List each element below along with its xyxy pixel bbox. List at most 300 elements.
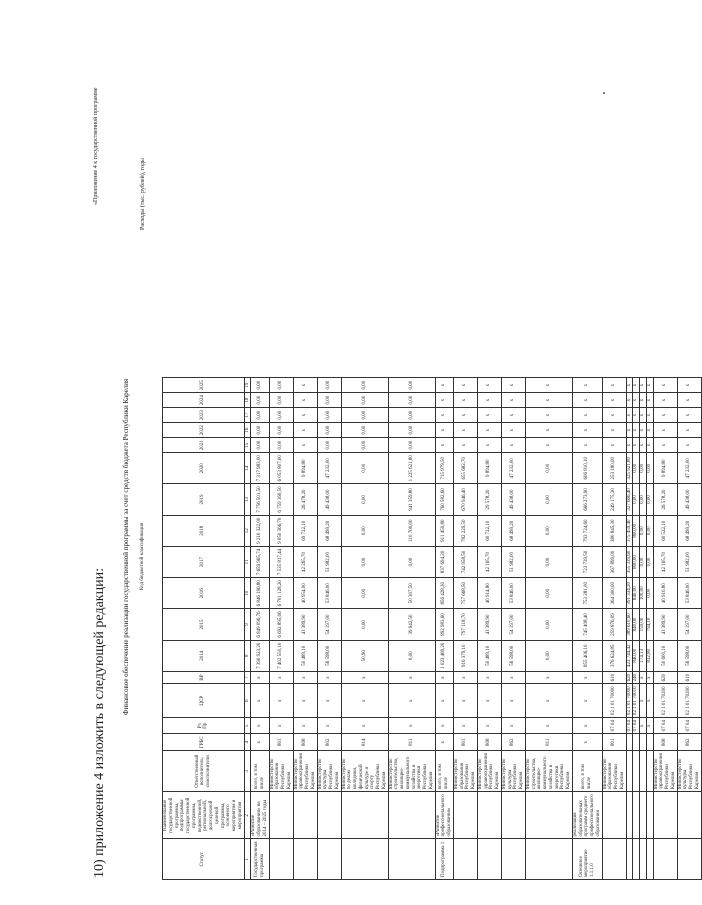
cell-amount: 53 846,00 xyxy=(677,578,701,609)
table-row xyxy=(633,378,640,880)
cell-amount: 0,00 xyxy=(341,438,388,453)
cell-exec xyxy=(633,751,640,792)
cell-amount: 0,00 xyxy=(269,438,293,453)
cell-amount: 794,10 xyxy=(646,609,653,640)
cell-amount: 0,00 xyxy=(341,578,388,609)
cell-amount: х xyxy=(453,408,477,423)
cell-amount: 47 232,00 xyxy=(501,453,525,484)
cell-amount: 782 229,50 xyxy=(453,515,477,546)
cell-csr: х xyxy=(388,684,435,718)
cell-amount: 0,00 xyxy=(646,484,653,515)
column-number-cell: 3 xyxy=(244,751,251,792)
cell-rzpr: х xyxy=(477,718,501,734)
cell-amount: 0,00 xyxy=(525,640,572,671)
cell-amount: 68 499,20 xyxy=(317,515,341,546)
cell-name xyxy=(653,792,677,839)
table-body xyxy=(251,378,701,880)
cell-vr: х xyxy=(572,671,602,684)
cell-amount: 51 982,00 xyxy=(677,546,701,577)
cell-amount: х xyxy=(626,378,633,393)
column-number-cell: 9 xyxy=(244,609,251,640)
header-csr: ЦСР xyxy=(163,684,245,718)
cell-status xyxy=(525,839,572,880)
cell-vr: х xyxy=(341,671,388,684)
cell-amount: 715 979,50 xyxy=(435,453,453,484)
cell-csr: х xyxy=(525,684,572,718)
cell-vr: х xyxy=(477,671,501,684)
cell-name: «Развитие профессионального образования» xyxy=(435,792,453,839)
cell-amount: х xyxy=(640,408,647,423)
cell-amount: х xyxy=(646,438,653,453)
cell-amount: 0,00 xyxy=(640,453,647,484)
cell-grbs: х xyxy=(572,734,602,751)
cell-rzpr: х xyxy=(572,718,602,734)
cell-rzpr: х xyxy=(251,718,269,734)
cell-amount: 0,00 xyxy=(341,393,388,408)
cell-amount: х xyxy=(677,408,701,423)
cell-amount: 0,00 xyxy=(525,515,572,546)
cell-amount: 0,00 xyxy=(388,393,435,408)
cell-amount: 7 659 965,74 xyxy=(251,546,269,577)
header-status: Статус xyxy=(163,839,245,880)
cell-amount: 0,00 xyxy=(251,438,269,453)
cell-amount: 50 307,50 xyxy=(388,578,435,609)
cell-name xyxy=(317,792,341,839)
cell-amount: х xyxy=(435,378,453,393)
cell-amount: 50 489,10 xyxy=(477,640,501,671)
cell-amount: 0,00 xyxy=(633,453,640,484)
table-row xyxy=(653,378,677,880)
cell-grbs: 808 xyxy=(293,734,317,751)
cell-amount: 391 334,20 xyxy=(626,578,633,609)
cell-amount: 911 450,80 xyxy=(435,515,453,546)
cell-amount: 0,00 xyxy=(388,408,435,423)
cell-amount: 56 598,00 xyxy=(317,640,341,671)
column-number-cell: 13 xyxy=(244,484,251,515)
cell-amount: 0,00 xyxy=(388,423,435,438)
cell-vr: х xyxy=(501,671,525,684)
cell-amount: х xyxy=(501,423,525,438)
cell-amount: 0,00 xyxy=(341,546,388,577)
cell-grbs: х xyxy=(435,734,453,751)
cell-status: Государственная программа xyxy=(251,839,269,880)
cell-amount: 7 535 817,44 xyxy=(269,546,293,577)
column-number-cell: 10 xyxy=(244,578,251,609)
column-number-cell: 17 xyxy=(244,408,251,423)
cell-amount: 757 668,50 xyxy=(453,578,477,609)
cell-name: реализация образовательных программ среднего профессионального образования xyxy=(572,792,602,839)
cell-amount: 7 390 923,20 xyxy=(251,640,269,671)
table-header-row xyxy=(163,378,245,880)
cell-name xyxy=(525,792,572,839)
cell-exec xyxy=(646,751,653,792)
cell-amount: х xyxy=(293,378,317,393)
cell-rzpr: 07 04 xyxy=(626,718,633,734)
cell-amount: 941 359,80 xyxy=(388,484,435,515)
cell-amount: 797 118,70 xyxy=(453,609,477,640)
cell-amount: х xyxy=(626,423,633,438)
cell-amount: 41 389,90 xyxy=(477,609,501,640)
cell-grbs: 801 xyxy=(602,734,626,751)
cell-amount: х xyxy=(640,393,647,408)
cell-grbs: 808 xyxy=(477,734,501,751)
cell-grbs xyxy=(640,734,647,751)
cell-exec: Министерство культуры Республики Карелия xyxy=(317,751,341,792)
cell-csr: х xyxy=(317,684,341,718)
cell-amount: 606 810,10 xyxy=(572,453,602,484)
cell-grbs: 808 xyxy=(653,734,677,751)
cell-amount: 9 894,80 xyxy=(653,453,677,484)
cell-status xyxy=(677,839,701,880)
column-number-row xyxy=(244,378,251,880)
cell-amount: 249 175,30 xyxy=(602,484,626,515)
cell-grbs: 862 xyxy=(677,734,701,751)
cell-amount: 840,00 xyxy=(633,609,640,640)
cell-amount: 0,00 xyxy=(317,423,341,438)
cell-exec: Министерство здравоохранения Республики Карелия xyxy=(653,751,677,792)
cell-status: Подпрограмма 1 xyxy=(435,839,453,880)
cell-amount: х xyxy=(640,438,647,453)
cell-amount: 800,00 xyxy=(633,515,640,546)
cell-amount: 666 273,90 xyxy=(572,484,602,515)
cell-status xyxy=(293,839,317,880)
cell-amount: 253 180,00 xyxy=(602,453,626,484)
cell-vr: х xyxy=(251,671,269,684)
cell-amount: 26 478,20 xyxy=(293,484,317,515)
document-title: Финансовое обеспечение реализации государственной программы за счет средств бюджета Республики Карелия xyxy=(122,378,130,715)
cell-rzpr: х xyxy=(501,718,525,734)
cell-amount: 159,00 xyxy=(640,609,647,640)
cell-csr: 02 1 01 70000 xyxy=(626,684,633,718)
cell-amount: х xyxy=(453,378,477,393)
cell-amount: х xyxy=(626,408,633,423)
cell-amount: 0,00 xyxy=(269,378,293,393)
cell-amount: 51 982,00 xyxy=(501,546,525,577)
cell-amount: х xyxy=(653,423,677,438)
cell-amount: 375 459,40 xyxy=(626,515,633,546)
cell-amount: 7 756 501,50 xyxy=(251,484,269,515)
cell-vr: 610 xyxy=(602,671,626,684)
cell-amount: х xyxy=(453,438,477,453)
scan-speck xyxy=(603,92,605,94)
cell-amount: 837 694,20 xyxy=(435,546,453,577)
table-row xyxy=(640,378,647,880)
cell-vr: х xyxy=(388,671,435,684)
cell-amount: 47 232,00 xyxy=(677,453,701,484)
cell-amount: х xyxy=(477,393,501,408)
cell-grbs: 802 xyxy=(317,734,341,751)
cell-amount: 42 165,70 xyxy=(477,546,501,577)
header-year: 2024 xyxy=(163,393,245,408)
cell-amount: 0,00 xyxy=(341,408,388,423)
cell-grbs: 801 xyxy=(453,734,477,751)
cell-amount: 174,13 xyxy=(640,640,647,671)
cell-csr: х xyxy=(435,684,453,718)
cell-amount: 856 428,30 xyxy=(435,578,453,609)
cell-amount: 53 846,00 xyxy=(317,578,341,609)
cell-amount: х xyxy=(653,378,677,393)
cell-amount: х xyxy=(572,438,602,453)
cell-amount: х xyxy=(653,393,677,408)
cell-amount: х xyxy=(677,438,701,453)
header-year: 2025 xyxy=(163,378,245,393)
cell-amount: х xyxy=(293,438,317,453)
cell-amount: х xyxy=(677,378,701,393)
cell-vr: х xyxy=(269,671,293,684)
cell-amount: 26 578,20 xyxy=(653,484,677,515)
header-year: 2023 xyxy=(163,408,245,423)
cell-vr: 620 xyxy=(626,671,633,684)
cell-name xyxy=(602,792,626,839)
cell-amount: 0,00 xyxy=(388,640,435,671)
cell-name xyxy=(477,792,501,839)
table-row xyxy=(501,378,525,880)
cell-amount: х xyxy=(435,438,453,453)
table-row xyxy=(388,378,435,880)
cell-amount: 655 682,70 xyxy=(453,453,477,484)
cell-amount: 0,00 xyxy=(388,378,435,393)
cell-amount: 9 894,80 xyxy=(477,453,501,484)
cell-amount: 325 921,80 xyxy=(626,453,633,484)
cell-amount: 6 759 160,50 xyxy=(269,484,293,515)
cell-csr: 02 1 01 70200 xyxy=(677,684,701,718)
cell-amount: х xyxy=(293,423,317,438)
cell-amount: 40 954,00 xyxy=(293,578,317,609)
cell-grbs xyxy=(626,734,633,751)
cell-amount: 376 624,85 xyxy=(602,640,626,671)
cell-amount: х xyxy=(602,393,626,408)
table-row xyxy=(525,378,572,880)
cell-amount: 6 849 096,76 xyxy=(251,609,269,640)
cell-amount: х xyxy=(640,378,647,393)
cell-amount: 355 339,60 xyxy=(626,546,633,577)
column-number-cell: 16 xyxy=(244,423,251,438)
cell-name xyxy=(341,792,388,839)
cell-amount: 760 582,60 xyxy=(435,484,453,515)
cell-status: Основное мероприятие 1.1.1.0 xyxy=(572,839,602,880)
cell-amount: 6 846 196,80 xyxy=(251,578,269,609)
cell-grbs: 811 xyxy=(388,734,435,751)
cell-amount: 0,00 xyxy=(251,408,269,423)
cell-amount: 380 845,30 xyxy=(602,515,626,546)
table-row xyxy=(251,378,269,880)
cell-amount: х xyxy=(525,438,572,453)
cell-amount: х xyxy=(477,378,501,393)
cell-amount: 670 946,40 xyxy=(453,484,477,515)
cell-exec: Министерство здравоохранения Республики Карелия xyxy=(477,751,501,792)
cell-name xyxy=(646,792,653,839)
header-year: 2021 xyxy=(163,438,245,453)
cell-amount: 9 210 322,00 xyxy=(251,515,269,546)
cell-amount: х xyxy=(477,408,501,423)
cell-amount: 40 914,80 xyxy=(477,578,501,609)
cell-exec: всего, в том числе xyxy=(251,751,269,792)
cell-amount: 53 846,00 xyxy=(501,578,525,609)
cell-amount: 0,00 xyxy=(640,515,647,546)
cell-amount: х xyxy=(646,393,653,408)
cell-vr: х xyxy=(435,671,453,684)
table-row xyxy=(269,378,293,880)
cell-exec: Министерство по делам молодежи, физической культуре и спорту Республики Карелия xyxy=(341,751,388,792)
cell-amount: х xyxy=(477,423,501,438)
cell-rzpr: х xyxy=(341,718,388,734)
appendix-label: «Приложение 4 к государственной программе xyxy=(93,87,99,205)
cell-amount: 6 701 128,20 xyxy=(269,578,293,609)
header-year: 2014 xyxy=(163,640,245,671)
header-rzpr: Рз Пр xyxy=(163,718,245,734)
table-row xyxy=(453,378,477,880)
cell-amount: 50,90 xyxy=(341,640,388,671)
cell-amount: 327 666,40 xyxy=(626,484,633,515)
cell-amount: 723 739,50 xyxy=(572,546,602,577)
cell-amount: 49 438,00 xyxy=(677,484,701,515)
table-row xyxy=(477,378,501,880)
cell-amount: 0,00 xyxy=(341,378,388,393)
cell-amount: 753 281,00 xyxy=(572,578,602,609)
cell-amount: 840,00 xyxy=(633,578,640,609)
cell-rzpr: х xyxy=(317,718,341,734)
cell-exec: всего, в том числе xyxy=(435,751,453,792)
cell-grbs: 862 xyxy=(501,734,525,751)
cell-amount: х xyxy=(633,423,640,438)
cell-amount: х xyxy=(453,423,477,438)
cell-amount: 367 899,00 xyxy=(602,546,626,577)
cell-amount: х xyxy=(501,378,525,393)
cell-csr: х xyxy=(501,684,525,718)
cell-name xyxy=(388,792,435,839)
cell-name xyxy=(501,792,525,839)
cell-amount: 389 610,60 xyxy=(626,609,633,640)
cell-vr: 620 xyxy=(653,671,677,684)
column-number-cell: 1 xyxy=(244,839,251,880)
cell-amount: х xyxy=(640,423,647,438)
cell-amount: 793 724,60 xyxy=(572,515,602,546)
column-number-cell: 2 xyxy=(244,792,251,839)
table-row xyxy=(317,378,341,880)
cell-name: «Развитие образования» на 2014 – 2025 годы xyxy=(251,792,269,839)
cell-exec: Министерство строительства, жилищно-коммунального хозяйства и энергетики Республики Карелия xyxy=(388,751,435,792)
cell-amount: 6 053 807,00 xyxy=(269,453,293,484)
header-grbs: ГРБС xyxy=(163,734,245,751)
cell-grbs: 811 xyxy=(525,734,572,751)
cell-amount: х xyxy=(602,423,626,438)
cell-amount: 0,00 xyxy=(525,546,572,577)
table-row xyxy=(646,378,653,880)
cell-vr: х xyxy=(525,671,572,684)
cell-amount: х xyxy=(653,408,677,423)
cell-rzpr: х xyxy=(453,718,477,734)
cell-amount: х xyxy=(435,423,453,438)
cell-amount: х xyxy=(602,408,626,423)
table-row xyxy=(435,378,453,880)
cell-amount: 0,00 xyxy=(269,393,293,408)
column-number-cell: 19 xyxy=(244,378,251,393)
cell-amount: 50 600,10 xyxy=(653,640,677,671)
table-row xyxy=(293,378,317,880)
cell-status xyxy=(633,839,640,880)
cell-amount: х xyxy=(501,393,525,408)
cell-rzpr: 07 04 xyxy=(602,718,626,734)
cell-amount: 6 692 895,06 xyxy=(269,609,293,640)
header-executor: Ответственный исполнитель, соисполнители xyxy=(163,751,245,792)
column-number-cell: 15 xyxy=(244,438,251,453)
header-year: 2016 xyxy=(163,578,245,609)
cell-csr: х xyxy=(640,684,647,718)
cell-amount: х xyxy=(646,408,653,423)
cell-amount: 68 499,20 xyxy=(677,515,701,546)
cell-name xyxy=(633,792,640,839)
table-row xyxy=(572,378,602,880)
header-year: 2019 xyxy=(163,484,245,515)
funding-table xyxy=(162,377,702,880)
cell-rzpr: х xyxy=(525,718,572,734)
cell-name xyxy=(453,792,477,839)
cell-status xyxy=(640,839,647,880)
expenses-unit-label: Расходы (тыс. рублей), годы xyxy=(140,158,146,230)
cell-amount: х xyxy=(453,393,477,408)
column-number-cell: 14 xyxy=(244,453,251,484)
cell-exec: Министерство здравоохранения Республики Карелия xyxy=(293,751,317,792)
cell-amount: х xyxy=(435,393,453,408)
cell-amount: х xyxy=(477,438,501,453)
cell-amount: 800,00 xyxy=(633,546,640,577)
cell-amount: х xyxy=(646,423,653,438)
cell-rzpr: х xyxy=(388,718,435,734)
cell-vr: 610 xyxy=(677,671,701,684)
cell-amount: 0,00 xyxy=(640,546,647,577)
cell-amount: 840,00 xyxy=(633,640,640,671)
table-row xyxy=(341,378,388,880)
cell-amount: 54 197,00 xyxy=(317,609,341,640)
cell-rzpr: х xyxy=(293,718,317,734)
cell-amount: 0,00 xyxy=(646,546,653,577)
cell-amount: х xyxy=(646,378,653,393)
cell-amount: 0,00 xyxy=(269,423,293,438)
cell-exec: Министерство культуры Республики Карелия xyxy=(501,751,525,792)
cell-amount: 0,00 xyxy=(251,393,269,408)
cell-amount: 54 197,00 xyxy=(501,609,525,640)
cell-amount: 0,00 xyxy=(317,408,341,423)
cell-amount: 41 389,90 xyxy=(293,609,317,640)
cell-amount: 0,00 xyxy=(341,423,388,438)
cell-status xyxy=(269,839,293,880)
cell-amount: х xyxy=(677,423,701,438)
cell-amount: 259 876,09 xyxy=(602,609,626,640)
header-year: 2022 xyxy=(163,423,245,438)
column-number-cell: 7 xyxy=(244,671,251,684)
cell-exec: Министерство строительства, жилищно-коммунального хозяйства и энергетики Республики Карелия xyxy=(525,751,572,792)
cell-amount: 0,00 xyxy=(317,393,341,408)
cell-amount: 832,80 xyxy=(646,640,653,671)
cell-amount: х xyxy=(525,393,572,408)
cell-amount: 0,00 xyxy=(646,578,653,609)
cell-amount: х xyxy=(633,408,640,423)
cell-amount: 60 722,10 xyxy=(477,515,501,546)
cell-csr: х xyxy=(477,684,501,718)
header-year: 2018 xyxy=(163,515,245,546)
column-number-cell: 5 xyxy=(244,718,251,734)
cell-amount: 855 406,10 xyxy=(572,640,602,671)
cell-amount: 892 983,60 xyxy=(435,609,453,640)
cell-amount: 423 744,42 xyxy=(626,640,633,671)
cell-amount: 50 489,10 xyxy=(293,640,317,671)
cell-name xyxy=(293,792,317,839)
cell-exec: Министерство образования Республики Карелия xyxy=(602,751,626,792)
cell-vr: 240 xyxy=(633,671,640,684)
cell-amount: х xyxy=(435,408,453,423)
cell-amount: 69 722,10 xyxy=(293,515,317,546)
column-number-cell: 11 xyxy=(244,546,251,577)
